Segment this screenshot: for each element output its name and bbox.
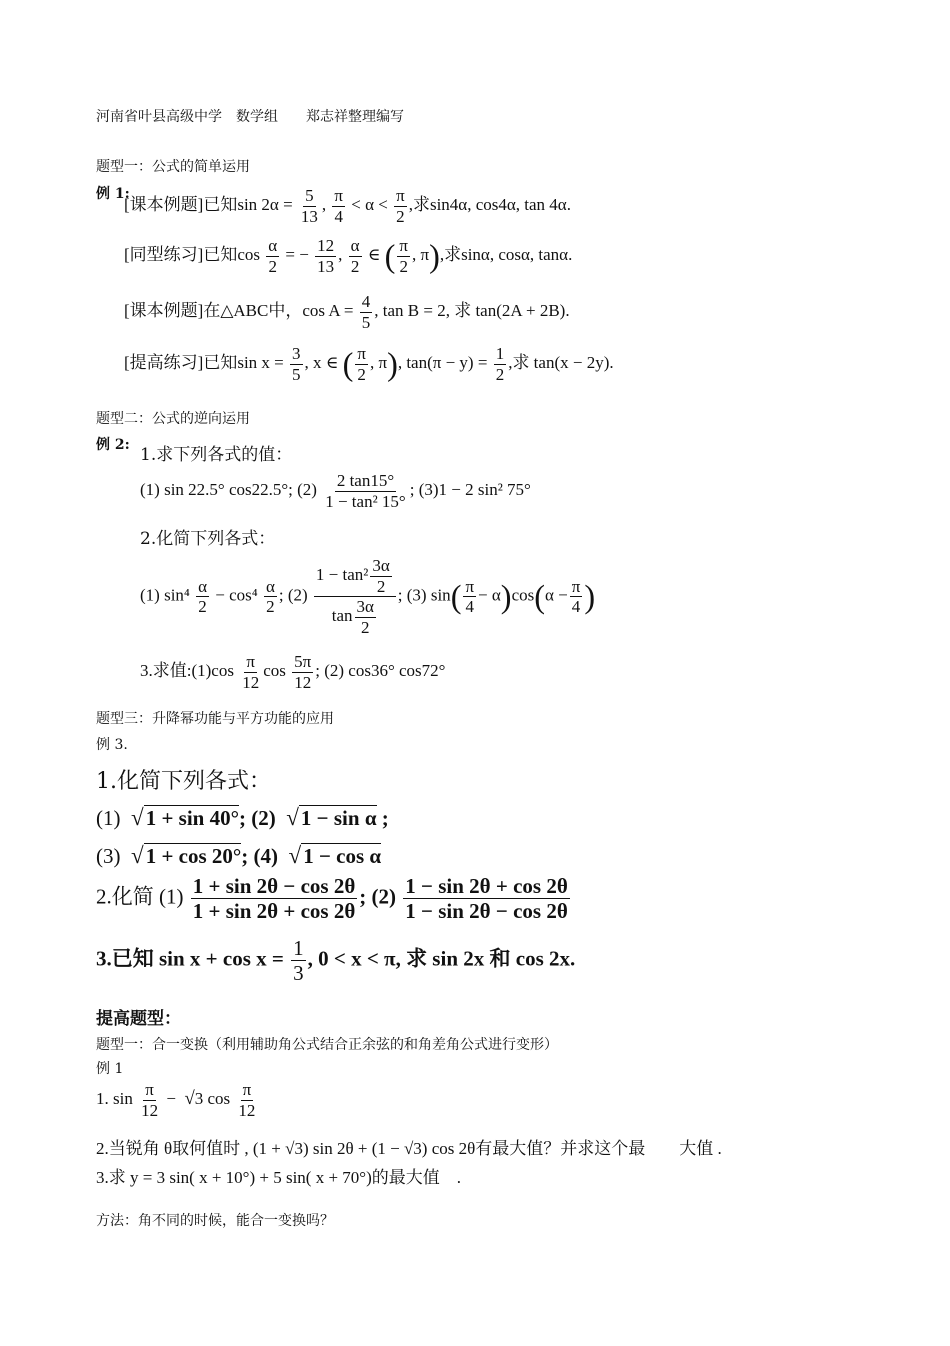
fraction: $\frac{\pi}{4}$ [465,576,475,617]
fraction: $\frac{\pi}{12}$ [141,1080,159,1120]
math-expression: 2.化简 (1) $\frac{1 + \sin 2\theta - \cos 2\theta}{1 + \sin 2\theta + \cos 2\theta}$ ; (2) $\frac{1 - \sin 2\theta + \cos 2\theta}{1 - \sin 2\theta - \cos 2\theta}$ [96,874,568,924]
fraction: $\frac{\pi}{12}$ [242,652,260,692]
problem-item: [提高练习]已知sin x = $\frac{3}{5}$ , x ∈ ( $\frac{\pi}{2}$ , π), tan(π − y) = $\frac{1}{2}$ ,求 tan(x − 2y). [124,344,614,384]
fraction: $\frac{\pi}{2}$ [396,186,405,226]
fraction: $\frac{\alpha}{2}$ [265,576,275,617]
fraction: $\frac{5\pi}{12}$ [294,652,312,692]
fraction: $\frac{2 \tan 15^\circ}{\text{1 − tan² 15°}}$ [325,471,406,511]
fraction: $\frac{\pi}{4}$ [571,576,581,617]
question-text: 1.化简下列各式： [96,769,271,794]
question-text: 1.求下列各式的值： [140,445,293,465]
math-expression: (1) sin⁴ $\frac{\alpha}{2}$ − cos⁴ $\frac{\alpha}{2}$ ; (2) 1 − tan² $\frac{3\alpha}{2}$ tan $\frac{3\alpha}{2}$ ; (3) sin( $\frac{\pi}{4}$ − α)cos(α − $\frac{\pi}{4}$ ) [140,556,596,637]
math-expression: (1) √1 + sin 40°; (2) √1 − sin α ; [96,804,389,830]
fraction: $\frac{3}{5}$ [292,344,301,384]
fraction: $\frac{\alpha}{2}$ [350,236,360,276]
method-note: 方法：角不同的时候，能合一变换吗？ [96,1213,334,1229]
example-label: 例 1: [96,186,130,202]
section-title: 题型三：升降幂功能与平方功能的应用 [96,711,334,727]
fraction: $\frac{\alpha}{2}$ [268,236,278,276]
problem-tag: [课本例题] [124,194,204,214]
fraction: $\frac{1 + \sin 2\theta - \cos 2\theta}{1 + \sin 2\theta + \cos 2\theta}$ [192,874,356,924]
section-heading: 提高题型： [96,1009,181,1029]
section-title: 题型一：合一变换（利用辅助角公式结合正余弦的和角差角公式进行变形） [96,1037,558,1053]
math-expression: 3.求值:(1)cos $\frac{\pi}{12}$ cos $\frac{5\pi}{12}$ ; (2) cos36° cos72° [140,652,446,692]
example-label: 例 2: [96,437,130,453]
fraction: $\frac{12}{13}$ [317,236,335,276]
fraction: $\frac{1 - \sin 2\theta + \cos 2\theta}{1 - \sin 2\theta - \cos 2\theta}$ [405,874,568,924]
problem-item: [课本例题]已知sin 2α = $\frac{5}{13}$ , $\frac{\pi}{4}$ < α < $\frac{\pi}{2}$ ,求sin4α, cos4α, tan 4α. [124,186,571,226]
problem-item: [课本例题]在△ABC中，cos A = $\frac{4}{5}$ , tan B = 2, 求 tan(2A + 2B). [124,292,570,332]
math-expression: (1) sin 22.5° cos22.5°; (2) $\frac{2 \tan 15^\circ}{\text{1 − tan² 15°}}$ ; (3)1 − 2 sin² 75° [140,471,531,511]
fraction: $\frac{\alpha}{2}$ [198,576,208,617]
problem-tag: [课本例题] [124,300,204,320]
fraction: $\frac{1}{2}$ [495,344,505,384]
example-label: 例 1 [96,1061,124,1077]
fraction: $\frac{\pi}{2}$ [357,344,366,384]
fraction: 1 − tan² $\frac{3\alpha}{2}$ tan $\frac{3\alpha}{2}$ [314,556,396,637]
fraction: $\frac{\pi}{12}$ [238,1080,256,1120]
problem-text: 已知sin 2α = [203,194,293,214]
math-expression: 1. sin $\frac{\pi}{12}$ − √3 cos $\frac{\pi}{12}$ [96,1080,256,1120]
question-text: 2.化简下列各式： [140,529,276,549]
question-text: 3.求 y = 3 sin( x + 10°) + 5 sin( x + 70°)的最大值 . [96,1168,462,1187]
problem-item: [同型练习]已知cos $\frac{\alpha}{2}$ = − $\frac{12}{13}$ , $\frac{\alpha}{2}$ ∈ ( $\frac{\pi}{2}$ , π),求sinα, cosα, tanα. [124,236,573,276]
problem-tag: [提高练习] [124,352,204,372]
fraction: $\frac{\pi}{4}$ [334,186,344,226]
example-label: 例 3. [96,737,128,753]
fraction: $\frac{4}{5}$ [361,292,371,332]
math-expression: (3) √1 + cos 20°; (4) √1 − cos α [96,842,382,868]
math-expression: 3.已知 sin x + cos x = $\frac{1}{3}$ , 0 < x < π, 求 sin 2x 和 cos 2x. [96,936,576,986]
fraction: $\frac{\pi}{2}$ [399,236,408,276]
page-header: 河南省叶县高级中学 数学组 郑志祥整理编写 [96,109,404,125]
section-title: 题型一：公式的简单运用 [96,159,250,175]
problem-tag: [同型练习] [124,244,204,264]
fraction: $\frac{5}{13}$ [300,186,318,226]
section-title: 题型二：公式的逆向运用 [96,411,250,427]
question-text: 2.当锐角 θ取何值时 , (1 + √3) sin 2θ + (1 − √3) cos 2θ有最大值？并求这个最 大值 . [96,1139,722,1158]
fraction: $\frac{1}{3}$ [293,936,304,986]
